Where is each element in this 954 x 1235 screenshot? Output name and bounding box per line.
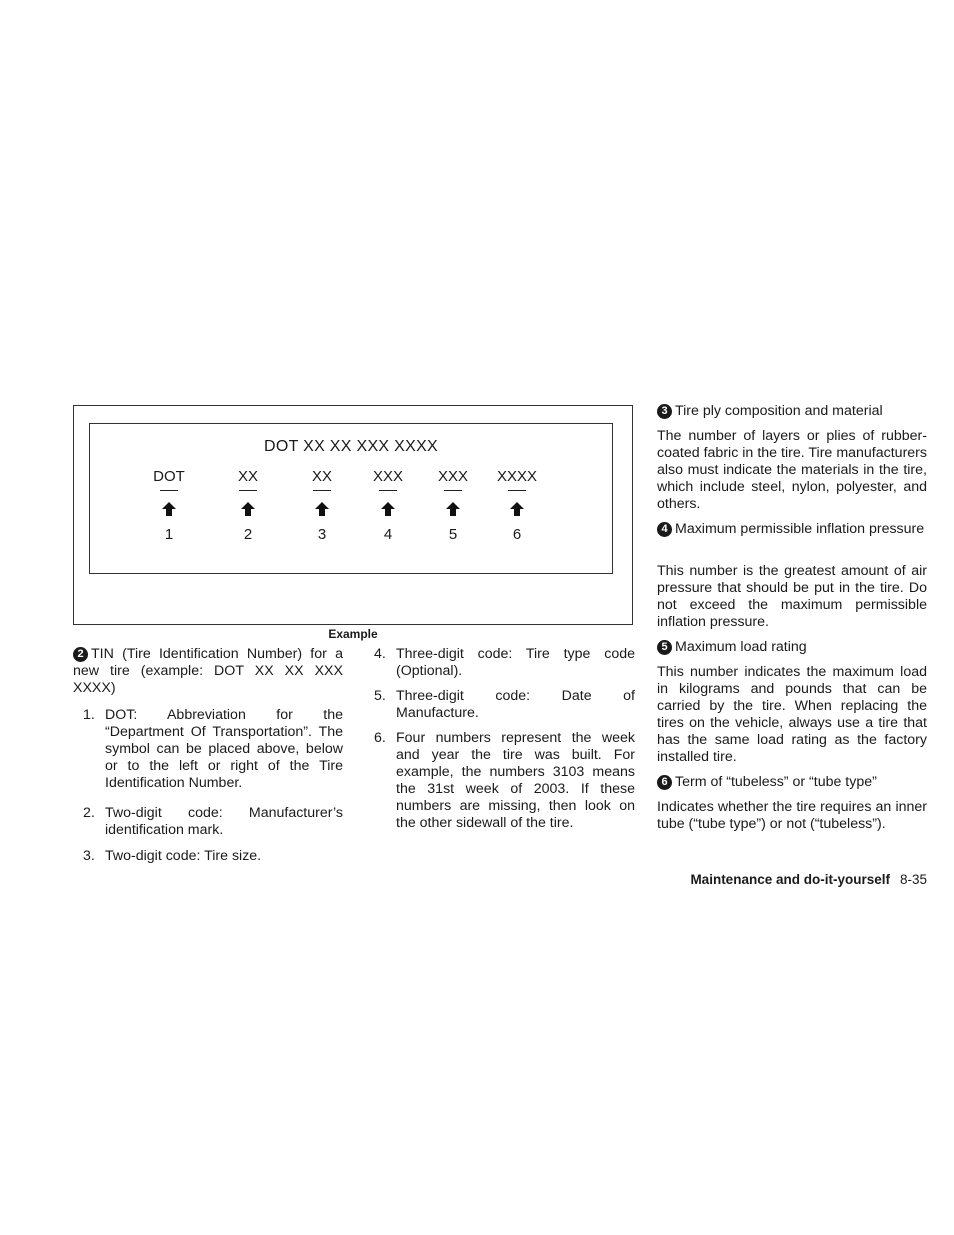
list-number: 2.: [83, 805, 95, 821]
page-footer: [690, 872, 927, 887]
list-text: Three-digit code: Tire type code (Optional).: [396, 646, 635, 679]
code-number: 3: [317, 526, 327, 543]
code-label: XXX: [437, 468, 468, 485]
code-number: 5: [448, 526, 458, 543]
circled-number-4: 4: [657, 522, 672, 537]
code-number: 2: [243, 526, 253, 543]
section-heading-3: [657, 403, 927, 420]
code-label: XX: [237, 468, 258, 485]
list-number: 1.: [83, 707, 95, 723]
up-arrow-icon: [161, 501, 177, 517]
tin-intro-text: TIN (Tire Identification Number) for a new tire (example: DOT XX XX XXX XXXX): [73, 646, 343, 696]
up-arrow-icon: [509, 501, 525, 517]
underline: [239, 490, 257, 491]
section-body-4: This number is the greatest amount of air pressure that should be put in the tire. Do not exceed the maximum permissible inflation pressure.: [657, 563, 927, 630]
up-arrow-icon: [240, 501, 256, 517]
code-label: DOT: [153, 468, 185, 485]
list-text: Two-digit code: Tire size.: [105, 848, 262, 864]
code-label: XX: [311, 468, 332, 485]
code-column-1: [129, 468, 209, 543]
heading-text: Term of “tubeless” or “tube type”: [675, 774, 877, 790]
list-number: 4.: [374, 646, 386, 662]
section-heading-6: [657, 774, 927, 791]
list-number: 6.: [374, 730, 386, 746]
section-body-3: The number of layers or plies of rubber-coated fabric in the tire. Tire manufacturers also must indicate the materials in the tire, which include steel, nylon, polyester, and others.: [657, 428, 927, 512]
list-text: Three-digit code: Date of Manufacture.: [396, 688, 635, 721]
circled-number-3: 3: [657, 404, 672, 419]
up-arrow-icon: [314, 501, 330, 517]
list-text: Four numbers represent the week and year the tire was built. For example, the numbers 3103 means the 31st week of 2003. If these numbers are missing, then look on the other sidewall of the tire.: [396, 730, 635, 831]
code-label: XXXX: [496, 468, 538, 485]
heading-text: Maximum load rating: [675, 639, 807, 655]
section-heading-5: [657, 639, 927, 656]
heading-text: Maximum permissible inflation pressure: [675, 521, 925, 537]
figure-title: DOT XX XX XXX XXXX: [263, 438, 439, 455]
list-text: Two-digit code: Manufacturer’s identification mark.: [105, 805, 343, 838]
code-number: 4: [383, 526, 393, 543]
tin-intro: [73, 646, 343, 697]
underline: [379, 490, 397, 491]
underline: [444, 490, 462, 491]
footer-section-title: Maintenance and do-it-yourself: [690, 872, 890, 887]
underline: [508, 490, 526, 491]
code-label: XXX: [372, 468, 403, 485]
up-arrow-icon: [445, 501, 461, 517]
figure-caption: Example: [328, 627, 378, 641]
heading-text: Tire ply composition and material: [675, 403, 883, 419]
section-body-5: This number indicates the maximum load in kilograms and pounds that can be carried by the tire. When replacing the tires on the vehicle, always use a tire that has the same load rating as the factory installed tire.: [657, 664, 927, 765]
section-body-6: Indicates whether the tire requires an inner tube (“tube type”) or not (“tubeless”).: [657, 799, 927, 832]
code-number: 6: [512, 526, 522, 543]
up-arrow-icon: [380, 501, 396, 517]
list-number: 5.: [374, 688, 386, 704]
underline: [160, 490, 178, 491]
code-number: 1: [164, 526, 174, 543]
circled-number-5: 5: [657, 640, 672, 655]
list-number: 3.: [83, 848, 95, 864]
underline: [313, 490, 331, 491]
section-heading-4: [657, 521, 927, 538]
page-number: 8-35: [899, 872, 927, 887]
code-column-2: [208, 468, 288, 543]
code-column-6: [477, 468, 557, 543]
circled-number-6: 6: [657, 775, 672, 790]
circled-number-2: 2: [73, 647, 88, 662]
list-text: DOT: Abbreviation for the “Department Of Transportation”. The symbol can be placed above, below or to the left or right of the Tire Identification Number.: [105, 707, 343, 791]
